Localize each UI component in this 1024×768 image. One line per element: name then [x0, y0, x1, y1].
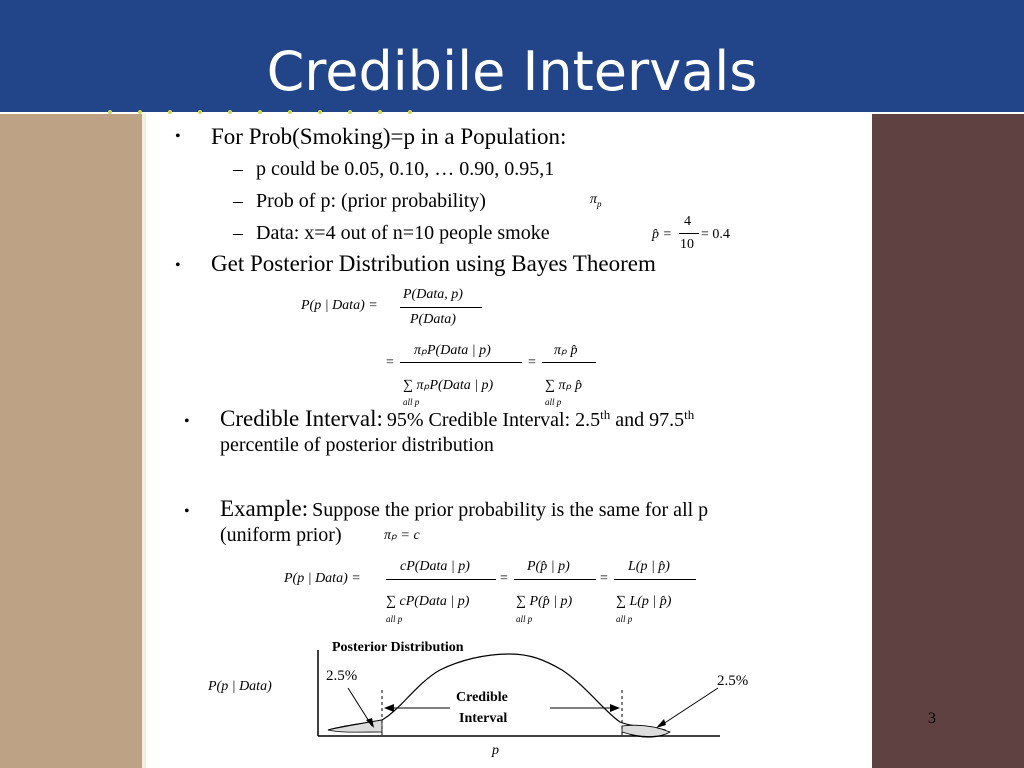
left-decor-bar	[0, 114, 142, 768]
left-tail-label: 2.5%	[326, 668, 358, 684]
phat-rhs: = 0.4	[701, 227, 730, 242]
bullet-dot: •	[175, 257, 181, 274]
eq1-denominator: P(Data)	[410, 312, 456, 327]
fraction-bar	[679, 233, 699, 234]
bullet-dot: •	[184, 503, 190, 520]
eq2-equals: =	[386, 355, 394, 370]
left-tail-area	[328, 720, 382, 732]
eq3-denominator-2: ∑ P(p̂ | p)	[516, 594, 573, 609]
phat-numerator: 4	[684, 214, 691, 229]
fraction-bar	[542, 362, 596, 363]
eq3-denominator-1: ∑ cP(Data | p)	[386, 594, 470, 609]
ci-arrowhead-left	[384, 704, 394, 712]
phat-lhs: p̂ =	[652, 227, 672, 242]
eq2-denominator-1: ∑ πₚP(Data | p)	[403, 378, 494, 393]
posterior-distribution-figure	[300, 640, 760, 766]
eq2-numerator-1: πₚP(Data | p)	[414, 343, 491, 358]
bullet-1: For Prob(Smoking)=p in a Population:	[211, 124, 567, 149]
sub-dash: –	[233, 158, 243, 180]
eq3-numerator-3: L(p | p̂)	[628, 559, 670, 574]
bullet-2: Get Posterior Distribution using Bayes Theorem	[211, 251, 656, 276]
eq2-equals-2: =	[528, 355, 536, 370]
slide-title: Credibile Intervals	[266, 40, 758, 103]
figure-title: Posterior Distribution	[332, 640, 464, 655]
right-tail-arrowhead	[656, 719, 666, 728]
bullet-dot: •	[184, 413, 190, 430]
sub-dash: –	[233, 190, 243, 212]
bullet-4-line-1: Example: Suppose the prior probability is the same for all p	[220, 496, 709, 521]
fraction-bar	[614, 579, 696, 580]
ci-arrowhead-right	[610, 704, 620, 712]
eq3-denominator-3: ∑ L(p | p̂)	[616, 594, 672, 609]
eq2-numerator-2: πₚ p̂	[554, 343, 578, 358]
prior-pi-symbol: $\pi_p$	[590, 192, 602, 209]
eq1-lhs: P(p | Data) =	[301, 298, 378, 313]
eq2-denominator-2: ∑ πₚ p̂	[545, 378, 582, 393]
eq3-equals-3: =	[600, 571, 608, 586]
bullet-3-line-2: percentile of posterior distribution	[220, 434, 494, 456]
right-decor-bar	[872, 114, 1024, 768]
slide-number: 3	[928, 710, 936, 727]
right-tail-area	[622, 725, 670, 736]
sum-subscript: all p	[403, 397, 420, 407]
sum-subscript: all p	[545, 397, 562, 407]
credible-label-line-2: Interval	[459, 711, 508, 726]
bullet-4-line-2: (uniform prior)	[220, 524, 342, 546]
sum-subscript: all p	[616, 614, 633, 624]
phat-denominator: 10	[680, 237, 694, 252]
right-tail-pointer	[660, 688, 718, 726]
fraction-bar	[400, 307, 482, 308]
eq3-lhs: P(p | Data) =	[284, 571, 361, 586]
bullet-1-sub-2: Prob of p: (prior probability)	[256, 190, 486, 212]
eq3-numerator-1: cP(Data | p)	[400, 559, 470, 574]
credible-label-line-1: Credible	[456, 690, 508, 705]
bullet-1-sub-3: Data: x=4 out of n=10 people smoke	[256, 222, 550, 244]
fraction-bar	[400, 362, 522, 363]
sub-dash: –	[233, 222, 243, 244]
sum-subscript: all p	[386, 614, 403, 624]
eq3-numerator-2: P(p̂ | p)	[527, 559, 570, 574]
figure-y-label: P(p | Data)	[208, 679, 272, 694]
bullet-3-line-1: Credible Interval: 95% Credible Interval: 2.5th and 97.5th	[220, 406, 695, 431]
bullet-dot: •	[175, 128, 181, 145]
eq3-equals-2: =	[500, 571, 508, 586]
right-tail-label: 2.5%	[717, 673, 749, 689]
bullet-1-sub-1: p could be 0.05, 0.10, … 0.90, 0.95,1	[256, 158, 555, 180]
fraction-bar	[514, 579, 596, 580]
uniform-prior-formula: πₚ = c	[384, 528, 420, 543]
figure-x-label: p	[492, 743, 499, 758]
eq1-numerator: P(Data, p)	[403, 287, 463, 302]
sum-subscript: all p	[516, 614, 533, 624]
fraction-bar	[386, 579, 496, 580]
